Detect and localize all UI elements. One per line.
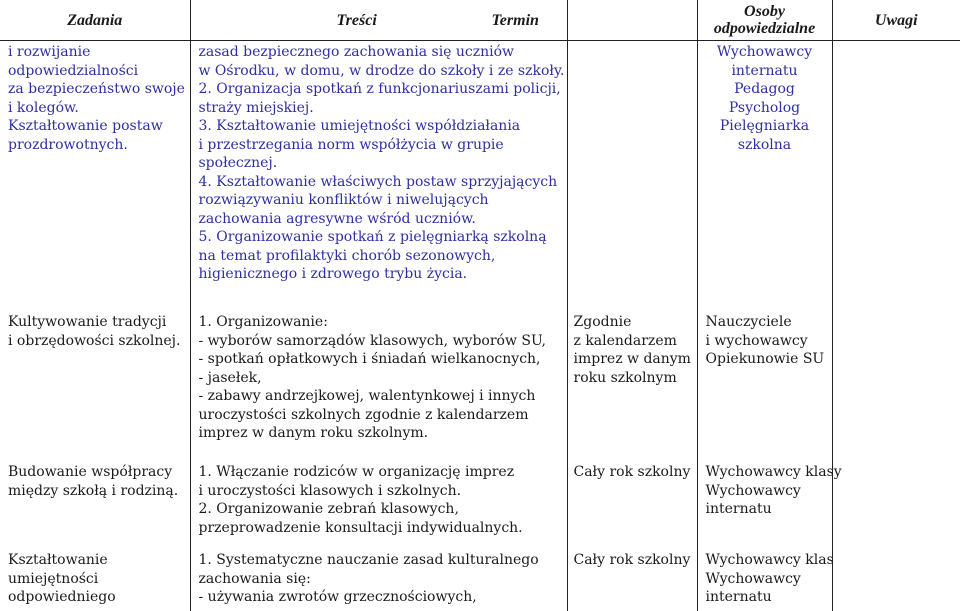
cell-text-line: 2. Organizowanie zebrań klasowych, [198,501,459,517]
table-row [0,293,960,449]
cell-text-line: imprez w danym roku szkolnym. [198,425,429,441]
cell-text-line: - wyborów samorządów klasowych, wyborów SU, [198,332,546,349]
table-row [0,537,960,611]
cell-termin [567,41,697,294]
cell-text-line: rozwiązywaniu konfliktów i niwelujących [198,192,489,208]
cell-text-line: Pedagog [734,81,795,97]
cell-text-line: Wychowawcy [705,482,801,499]
header-uwagi: Uwagi [832,0,960,41]
cell-osoby [697,537,832,611]
cell-text-line: prozdrowotnych. [8,136,128,153]
cell-text-line: w Ośrodku, w domu, w drodze do szkoły i ze szkoły. [198,62,565,79]
cell-text-line: uroczystości szkolnych zgodnie z kalendarzem [198,406,529,423]
cell-text-line: 4. Kształtowanie właściwych postaw sprzyjających [198,173,558,190]
cell-text-line: Wychowawcy klasy [705,464,842,480]
cell-text-line: umiejętności [8,570,99,587]
cell-text-line: 3. Kształtowanie umiejętności współdziałania [198,118,521,134]
cell-text-line: roku szkolnym [573,369,677,386]
cell-text-line: imprez w danym [573,351,691,367]
cell-text-line: i wychowawcy [705,332,808,349]
cell-text-line: 1. Organizowanie: [198,314,328,330]
cell-text-line: Kultywowanie tradycji [8,314,167,330]
cell-text-line: i uroczystości klasowych i szkolnych. [198,482,462,499]
cell-text-line: społecznej. [198,155,278,171]
cell-text-line: między szkołą i rodziną. [8,482,179,499]
cell-text-line: i przestrzegania norm współżycia w grupie [198,136,504,153]
cell-text-line: odpowiedzialności [8,62,139,79]
cell-text-line: zachowania agresywne wśród uczniów. [198,210,476,227]
cell-text-line: Wychowawcy klas [705,552,834,568]
cell-text-line: i kolegów. [8,99,79,116]
cell-text-line: - zabawy andrzejkowej, walentynkowej i innych [198,388,536,404]
table-header-row [0,0,960,41]
cell-zadania [0,41,190,294]
cell-text-line: Zgodnie [573,314,632,330]
cell-tresci [190,41,567,294]
cell-text-line: szkolna [737,136,792,153]
cell-text-line: z kalendarzem [573,332,677,349]
cell-text-line: i rozwijanie [8,44,91,60]
cell-uwagi [832,293,960,449]
cell-text-line: zachowania się: [198,570,311,587]
cell-text-line: - jasełek, [198,369,262,386]
cell-tresci [190,293,567,449]
cell-text-line: 1. Włączanie rodziców w organizację imprez [198,464,515,480]
header-tresci: Treści [190,0,567,41]
cell-text-line: Budowanie współpracy [8,464,173,480]
cell-text-line: za bezpieczeństwo swoje [8,81,185,97]
cell-text-line: na temat profilaktyki chorób sezonowych, [198,247,496,264]
cell-text-line: Pielęgniarka [719,118,810,134]
cell-termin [567,537,697,611]
cell-text-line: internatu [705,589,772,605]
header-termin: Termin [567,0,697,41]
cell-text-line: Cały rok szkolny [573,464,691,480]
cell-text-line: Kształtowanie postaw [8,118,163,134]
cell-text-line: odpowiedniego [8,589,116,605]
cell-text-line: - używania zwrotów grzecznościowych, [198,589,477,605]
cell-text-line: higienicznego i zdrowego trybu życia. [198,266,468,282]
cell-zadania [0,293,190,449]
cell-text-line: Psycholog [728,99,801,116]
cell-uwagi [832,449,960,537]
cell-text-line: straży miejskiej. [198,99,314,116]
cell-text-line: Nauczyciele [705,314,792,330]
cell-text-line: Kształtowanie [8,552,108,568]
cell-osoby [697,293,832,449]
cell-text-line: przeprowadzenie konsultacji indywidualnych. [198,519,523,536]
header-zadania: Zadania [0,0,190,41]
cell-termin [567,449,697,537]
cell-tresci [190,537,567,611]
cell-text-line: i obrzędowości szkolnej. [8,332,181,349]
cell-text-line: 5. Organizowanie spotkań z pielęgniarką szkolną [198,229,547,245]
cell-uwagi [832,537,960,611]
cell-text-line: Wychowawcy [716,44,813,60]
cell-text-line: 2. Organizacja spotkań z funkcjonariuszami policji, [198,81,561,97]
cell-zadania [0,449,190,537]
cell-tresci [190,449,567,537]
cell-text-line: Wychowawcy [705,570,801,587]
cell-text-line: internatu [731,62,798,79]
cell-text-line: Cały rok szkolny [573,552,691,568]
cell-zadania [0,537,190,611]
cell-text-line: zasad bezpiecznego zachowania się uczniów [198,44,515,60]
cell-termin [567,293,697,449]
table-row [0,449,960,537]
header-osoby: Osoby odpowiedzialne [697,0,832,41]
cell-text-line: 1. Systematyczne nauczanie zasad kulturalnego [198,552,539,568]
cell-uwagi [832,41,960,294]
cell-text-line: Opiekunowie SU [705,351,825,367]
cell-text-line: internatu [705,501,772,517]
cell-osoby [697,41,832,294]
cell-text-line: - spotkań opłatkowych i śniadań wielkanocnych, [198,351,541,367]
cell-osoby [697,449,842,537]
table-row [0,41,960,294]
